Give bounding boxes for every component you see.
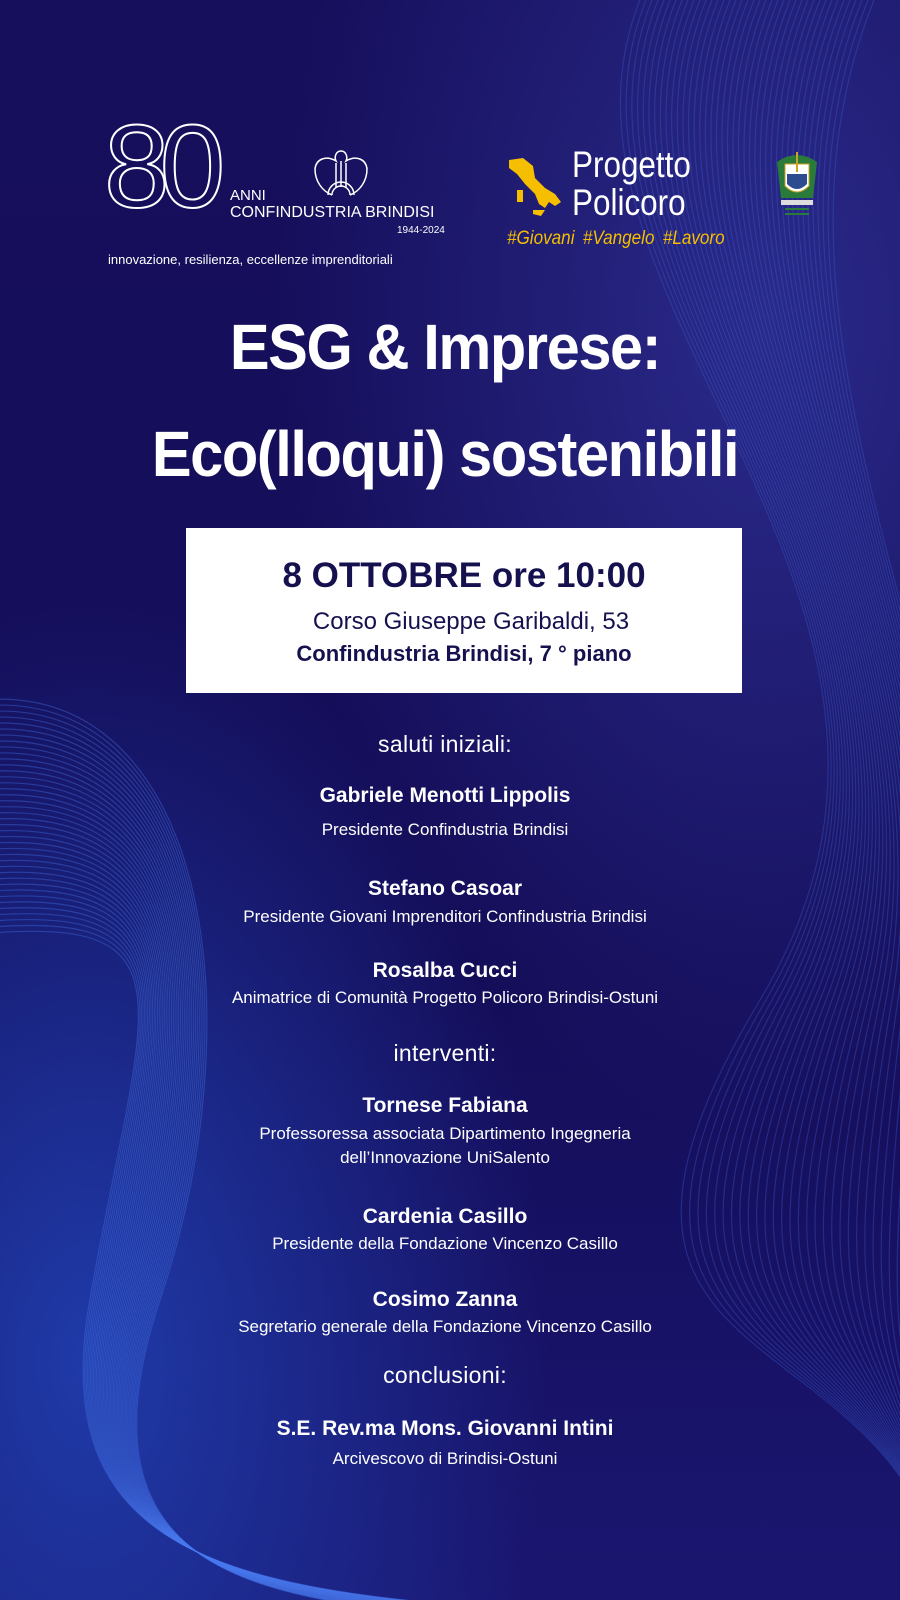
speaker-name: Tornese Fabiana [362, 1094, 528, 1117]
event-venue: Confindustria Brindisi, 7 ° piano [296, 641, 632, 666]
logo-years: 1944-2024 [397, 225, 445, 236]
hashtag-vangelo: #Vangelo [582, 228, 655, 249]
speaker-name: Stefano Casoar [367, 877, 523, 900]
speaker-name: Rosalba Cucci [372, 959, 518, 982]
wave-line [0, 925, 728, 1600]
hashtag-giovani: #Giovani [507, 228, 575, 249]
logo-name: CONFINDUSTRIA BRINDISI [230, 204, 435, 221]
speaker-name: Gabriele Menotti Lippolis [319, 784, 571, 807]
event-date: 8 OTTOBRE ore 10:00 [282, 556, 646, 595]
speaker-role: Professoressa associata Dipartimento Ingegneria [259, 1124, 631, 1143]
logo-anni: ANNI [230, 187, 266, 204]
eagle-icon [312, 147, 370, 199]
section-conclusions-label: conclusioni: [383, 1362, 507, 1388]
title-line-1: ESG & Imprese: [229, 311, 661, 383]
speaker-name: Cardenia Casillo [362, 1205, 528, 1228]
speaker-role: Animatrice di Comunità Progetto Policoro Brindisi-Ostuni [231, 988, 659, 1007]
logo-progetto: Progetto [572, 144, 691, 185]
event-details-box [186, 528, 742, 693]
logo-80: 80 [104, 101, 216, 233]
speaker-name: S.E. Rev.ma Mons. Giovanni Intini [276, 1417, 614, 1440]
speaker-role: Presidente della Fondazione Vincenzo Casillo [272, 1234, 618, 1253]
title-line-2: Eco(lloqui) sostenibili [151, 418, 739, 490]
archdiocese-coat-of-arms-icon [773, 148, 821, 220]
wave-line [0, 747, 548, 1600]
logo-policoro: Policoro [572, 182, 686, 223]
speaker-role: Presidente Giovani Imprenditori Confindustria Brindisi [243, 907, 647, 926]
section-greetings-label: saluti iniziali: [378, 731, 512, 757]
speaker-role: Presidente Confindustria Brindisi [321, 820, 569, 839]
hashtag-lavoro: #Lavoro [662, 228, 725, 249]
speaker-name: Cosimo Zanna [372, 1288, 518, 1311]
section-talks-label: interventi: [393, 1040, 497, 1066]
event-address: Corso Giuseppe Garibaldi, 53 [312, 608, 630, 635]
italy-map-icon [505, 156, 565, 218]
speaker-role-continued: dell’Innovazione UniSalento [340, 1148, 550, 1167]
logo-tagline: innovazione, resilienza, eccellenze imprenditoriali [108, 252, 393, 267]
speaker-role: Arcivescovo di Brindisi-Ostuni [332, 1449, 558, 1468]
speaker-role: Segretario generale della Fondazione Vincenzo Casillo [238, 1317, 652, 1336]
